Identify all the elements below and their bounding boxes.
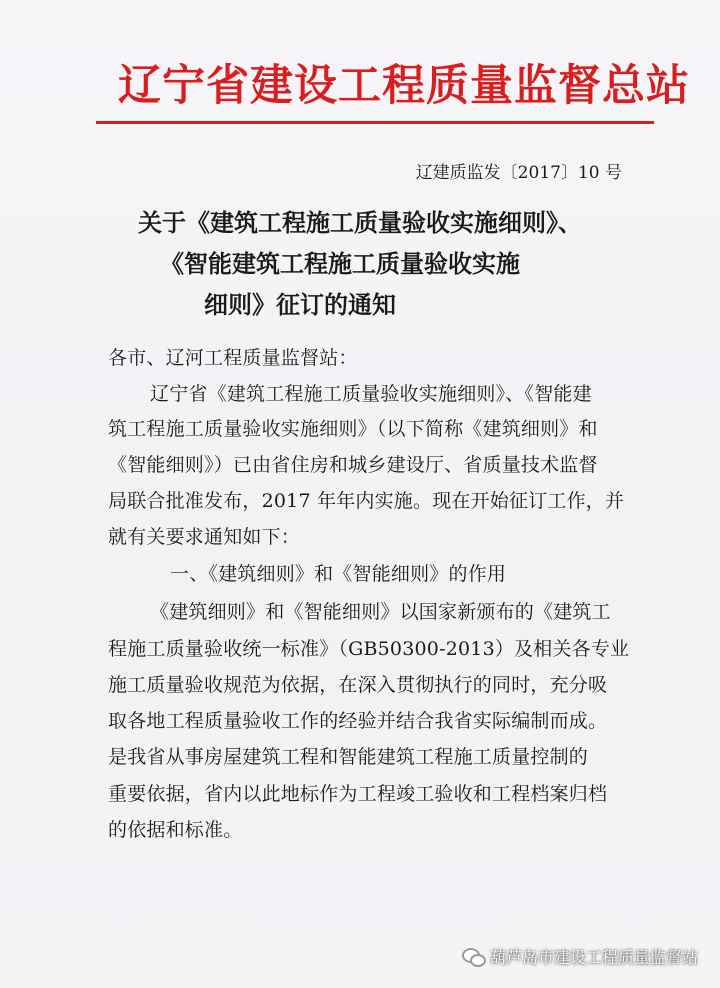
letterhead-title: 辽宁省建设工程质量监督总站 [118, 61, 690, 111]
salutation: 各市、辽河工程质量监督站： [108, 347, 358, 369]
paragraph-2-line: 的依据和标准。 [108, 819, 243, 841]
paragraph-2-line: 是我省从事房屋建筑工程和智能建筑工程施工质量控制的 [108, 746, 589, 768]
wechat-icon [462, 948, 484, 966]
paragraph-2-line: 取各地工程质量验收工作的经验并结合我省实际编制而成。 [108, 710, 608, 732]
paragraph-1-line: 就有关要求通知如下： [108, 526, 301, 548]
watermark-text: 葫芦岛市建设工程质量监督站 [489, 948, 698, 967]
section-1-heading: 一、《建筑细则》和《智能细则》的作用 [170, 563, 507, 585]
paragraph-2-line: 重要依据，省内以此地标作为工程竣工验收和工程档案归档 [108, 783, 608, 805]
paragraph-2-line: 程施工质量验收统一标准》（GB50300-2013）及相关各专业 [108, 638, 630, 660]
paragraph-2-line: 《建筑细则》和《智能细则》以国家新颁布的《建筑工 [150, 601, 611, 623]
notice-title-line-3: 细则》征订的通知 [204, 290, 396, 319]
document-number: 辽建质监发〔2017〕10 号 [415, 163, 622, 183]
notice-title-line-1: 关于《建筑工程施工质量验收实施细则》、 [138, 208, 582, 237]
paragraph-1-line: 局联合批准发布，2017 年年内实施。现在开始征订工作，并 [108, 490, 625, 512]
paragraph-1-line: 辽宁省《建筑工程施工质量验收实施细则》、《智能建 [150, 383, 592, 405]
paragraph-2-line: 施工质量验收规范为依据，在深入贯彻执行的同时，充分吸 [108, 674, 608, 696]
notice-title-line-2: 《智能建筑工程施工质量验收实施 [160, 249, 520, 278]
paragraph-1-line: 筑工程施工质量验收实施细则》（以下简称《建筑细则》和 [108, 418, 598, 440]
paragraph-1-line: 《智能细则》）已由省住房和城乡建设厅、省质量技术监督 [108, 454, 598, 476]
letterhead-red-rule [96, 121, 654, 124]
source-watermark [462, 945, 698, 968]
